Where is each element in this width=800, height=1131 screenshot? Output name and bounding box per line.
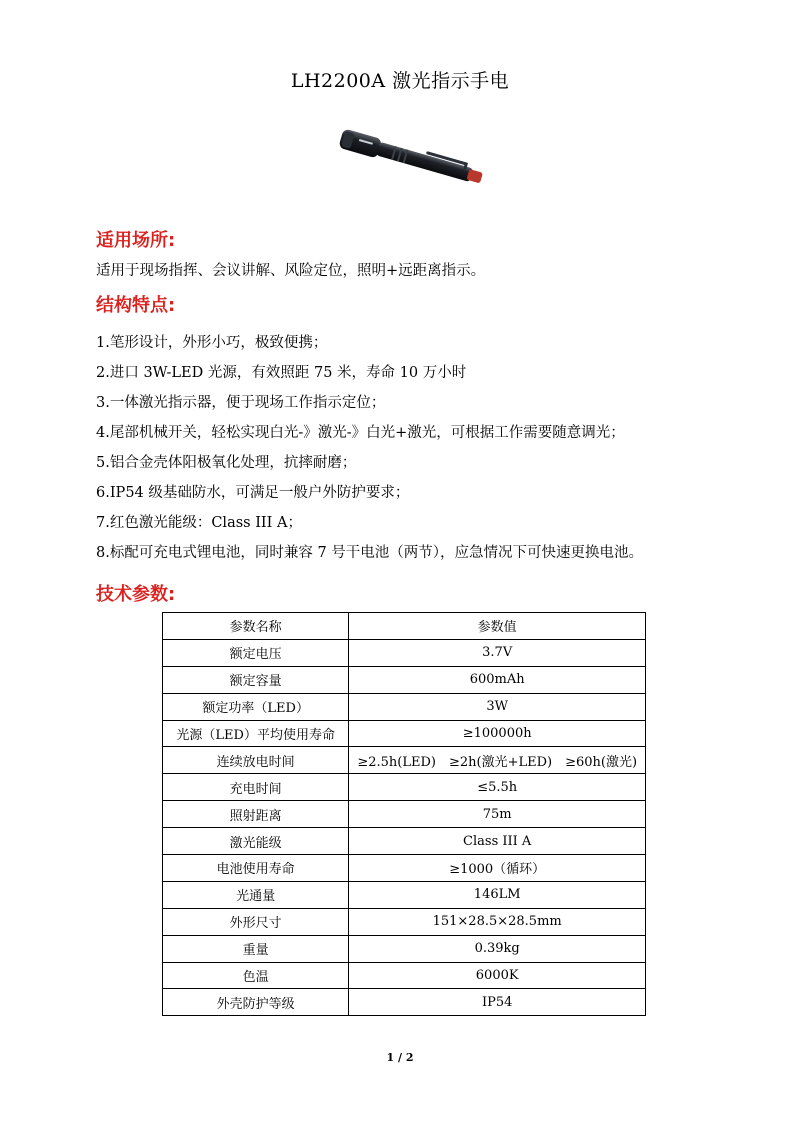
param-value-cell: 600mAh (349, 666, 646, 693)
spec-table-header (163, 613, 646, 640)
table-row (163, 801, 646, 828)
usage-text: 适用于现场指挥、会议讲解、风险定位，照明+远距离指示。 (96, 263, 486, 279)
table-row (163, 774, 646, 801)
param-name-cell: 光源（LED）平均使用寿命 (163, 720, 349, 747)
param-value-cell: 146LM (349, 881, 646, 908)
document-title: LH2200A 激光指示手电 (290, 70, 510, 92)
table-row (163, 747, 646, 774)
param-value-cell: ≥100000h (349, 720, 646, 747)
table-row (163, 881, 646, 908)
param-name-cell: 额定容量 (163, 666, 349, 693)
feature-item: 8.标配可充电式锂电池，同时兼容 7 号干电池（两节），应急情况下可快速更换电池。 (96, 545, 644, 561)
param-name-cell: 连续放电时间 (163, 747, 349, 774)
param-value-cell: 3.7V (349, 639, 646, 666)
param-name-cell: 外壳防护等级 (163, 989, 349, 1016)
header-cell-name: 参数名称 (163, 613, 349, 640)
flashlight-product-image (330, 126, 490, 206)
spec-table (162, 612, 646, 1016)
header-cell-value: 参数值 (349, 613, 646, 640)
table-row (163, 720, 646, 747)
param-value-cell: Class III A (349, 828, 646, 855)
param-value-cell: ≤5.5h (349, 774, 646, 801)
table-row (163, 828, 646, 855)
feature-item: 3.一体激光指示器，便于现场工作指示定位； (96, 395, 386, 411)
section-heading-usage: 适用场所: (96, 230, 176, 251)
param-value-cell: 0.39kg (349, 935, 646, 962)
param-value-cell: 6000K (349, 962, 646, 989)
page-number: 1 / 2 (386, 1051, 414, 1064)
param-name-cell: 色温 (163, 962, 349, 989)
param-name-cell: 照射距离 (163, 801, 349, 828)
table-row (163, 693, 646, 720)
param-name-cell: 额定功率（LED） (163, 693, 349, 720)
section-heading-features: 结构特点: (96, 295, 176, 316)
param-name-cell: 外形尺寸 (163, 908, 349, 935)
table-row (163, 989, 646, 1016)
table-row (163, 935, 646, 962)
table-row (163, 908, 646, 935)
param-name-cell: 充电时间 (163, 774, 349, 801)
param-name-cell: 电池使用寿命 (163, 855, 349, 882)
param-value-cell: 3W (349, 693, 646, 720)
param-name-cell: 额定电压 (163, 639, 349, 666)
param-value-cell: IP54 (349, 989, 646, 1016)
table-row (163, 855, 646, 882)
param-name-cell: 重量 (163, 935, 349, 962)
feature-item: 4.尾部机械开关，轻松实现白光-》激光-》白光+激光，可根据工作需要随意调光； (96, 425, 625, 441)
param-value-cell: 151×28.5×28.5mm (349, 908, 646, 935)
table-row (163, 666, 646, 693)
feature-item: 6.IP54 级基础防水，可满足一般户外防护要求； (96, 485, 410, 501)
param-name-cell: 激光能级 (163, 828, 349, 855)
section-heading-specs: 技术参数: (96, 584, 176, 605)
feature-item: 1.笔形设计，外形小巧，极致便携； (96, 335, 328, 351)
table-row (163, 639, 646, 666)
param-value-cell: ≥2.5h(LED) ≥2h(激光+LED) ≥60h(激光) (349, 747, 646, 774)
feature-item: 5.铝合金壳体阳极氧化处理，抗摔耐磨； (96, 455, 357, 471)
param-name-cell: 光通量 (163, 881, 349, 908)
param-value-cell: 75m (349, 801, 646, 828)
param-value-cell: ≥1000（循环） (349, 855, 646, 882)
feature-item: 2.进口 3W-LED 光源，有效照距 75 米，寿命 10 万小时 (96, 365, 467, 381)
table-row (163, 962, 646, 989)
feature-item: 7.红色激光能级：Class III A； (96, 515, 302, 531)
features-list (96, 333, 643, 573)
